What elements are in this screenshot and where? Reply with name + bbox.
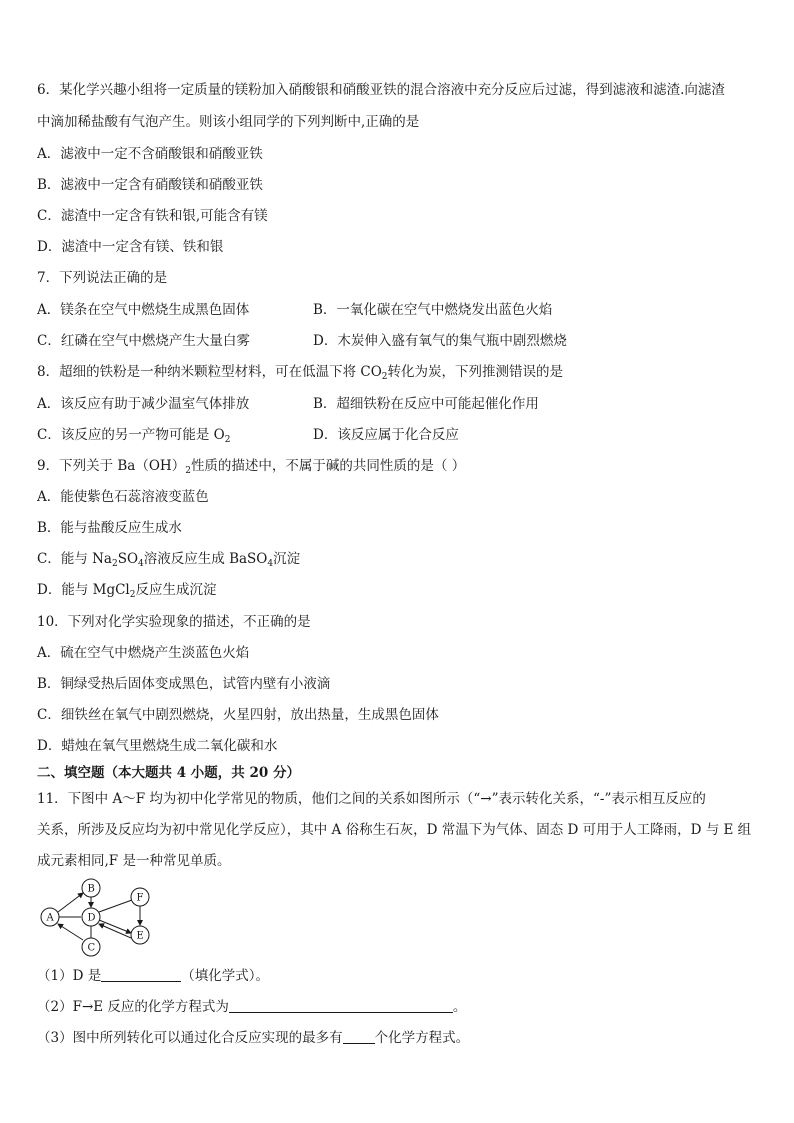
answer-blank-2[interactable] [229, 998, 453, 1013]
q11-subquestion-2: （2）F→E 反应的化学方程式为 。 [37, 999, 467, 1015]
q6-option-b: B．滤液中一定含有硝酸镁和硝酸亚铁 [37, 177, 263, 193]
q7-option-a: A．镁条在空气中燃烧生成黑色固体 [37, 302, 250, 318]
q7-option-d: D．木炭伸入盛有氧气的集气瓶中剧烈燃烧 [313, 333, 567, 349]
q9-option-b: B．能与盐酸反应生成水 [37, 520, 182, 536]
node-b [82, 879, 100, 897]
q6-option-d: D．滤渣中一定含有镁、铁和银 [37, 239, 224, 255]
section-heading: 二、填空题（本大题共 4 小题，共 20 分） [37, 765, 300, 781]
svg-text:E: E [136, 930, 144, 942]
answer-blank-1[interactable] [101, 967, 181, 982]
svg-text:C: C [87, 942, 96, 954]
q6-option-c: C．滤渣中一定含有铁和银,可能含有镁 [37, 208, 268, 224]
svg-text:D: D [87, 912, 96, 924]
q11-relationship-diagram [34, 876, 160, 960]
q6-stem-line2: 中滴加稀盐酸有气泡产生。则该小组同学的下列判断中,正确的是 [37, 114, 420, 130]
node-a [41, 908, 59, 926]
q10-option-a: A．硫在空气中燃烧产生淡蓝色火焰 [37, 645, 250, 661]
q9-option-a: A．能使紫色石蕊溶液变蓝色 [37, 489, 209, 505]
edge-d-f [99, 900, 132, 912]
q11-stem-line2: 关系，所涉及反应均为初中常见化学反应），其中 A 俗称生石灰，D 常温下为气体、固态 D 可用于人工降雨，D 与 E 组 [37, 822, 752, 838]
q9-option-c: C．能与 $Na_2SO_4$溶液反应生成 BaSO$_4$沉淀 [37, 551, 301, 569]
node-f [131, 888, 149, 906]
q10-stem: 10．下列对化学实验现象的描述，不正确的是 [37, 614, 311, 630]
q11-stem-line3: 成元素相同,F 是一种常见单质。 [37, 853, 231, 869]
q9-option-d: D．能与 MgCl$_2$反应生成沉淀 [37, 582, 217, 600]
q11-subquestion-1: （1）D 是 （填化学式）。 [37, 968, 269, 984]
q8-option-d: D．该反应属于化合反应 [313, 427, 459, 443]
q8-stem: 8．超细的铁粉是一种纳米颗粒型材料，可在低温下将 $CO_2$转化为炭，下列推测错误的是 [37, 364, 564, 382]
svg-text:A: A [46, 912, 54, 924]
q8-option-c: C．该反应的另一产物可能是 $O_2$ [37, 427, 231, 445]
node-e [131, 926, 149, 944]
q7-option-c: C．红磷在空气中燃烧产生大量白雾 [37, 333, 250, 349]
edge-c-a [58, 924, 83, 940]
q9-stem: 9．下列关于 $Ba(OH)_2$性质的描述中，不属于碱的共同性质的是（ ） [37, 458, 466, 476]
q10-option-c: C．细铁丝在氧气中剧烈燃烧，火星四射，放出热量，生成黑色固体 [37, 707, 439, 723]
q7-stem: 7．下列说法正确的是 [37, 270, 168, 286]
q11-subquestion-3: （3）图中所列转化可以通过化合反应实现的最多有 个化学方程式。 [37, 1030, 470, 1046]
edge-a-b [58, 893, 83, 912]
node-c [82, 938, 100, 956]
answer-blank-3[interactable] [343, 1029, 375, 1044]
q11-stem-line1: 11．下图中 A～F 均为初中化学常见的物质，他们之间的关系如图所示（“→”表示转化关系，“-”表示相互反应的 [37, 791, 706, 807]
q8-option-b: B．超细铁粉在反应中可能起催化作用 [313, 396, 539, 412]
q10-option-b: B．铜绿受热后固体变成黑色，试管内壁有小液滴 [37, 676, 331, 692]
q7-option-b: B．一氧化碳在空气中燃烧发出蓝色火焰 [313, 302, 553, 318]
q6-option-a: A．滤液中一定不含硝酸银和硝酸亚铁 [37, 146, 263, 162]
q6-stem-line1: 6．某化学兴趣小组将一定质量的镁粉加入硝酸银和硝酸亚铁的混合溶液中充分反应后过滤，得到滤液和滤渣.向滤渣 [37, 82, 725, 98]
svg-text:B: B [87, 883, 95, 895]
q10-option-d: D．蜡烛在氧气里燃烧生成二氧化碳和水 [37, 738, 278, 754]
node-d [82, 908, 100, 926]
q8-option-a: A．该反应有助于减少温室气体排放 [37, 396, 250, 412]
svg-text:F: F [136, 892, 144, 904]
